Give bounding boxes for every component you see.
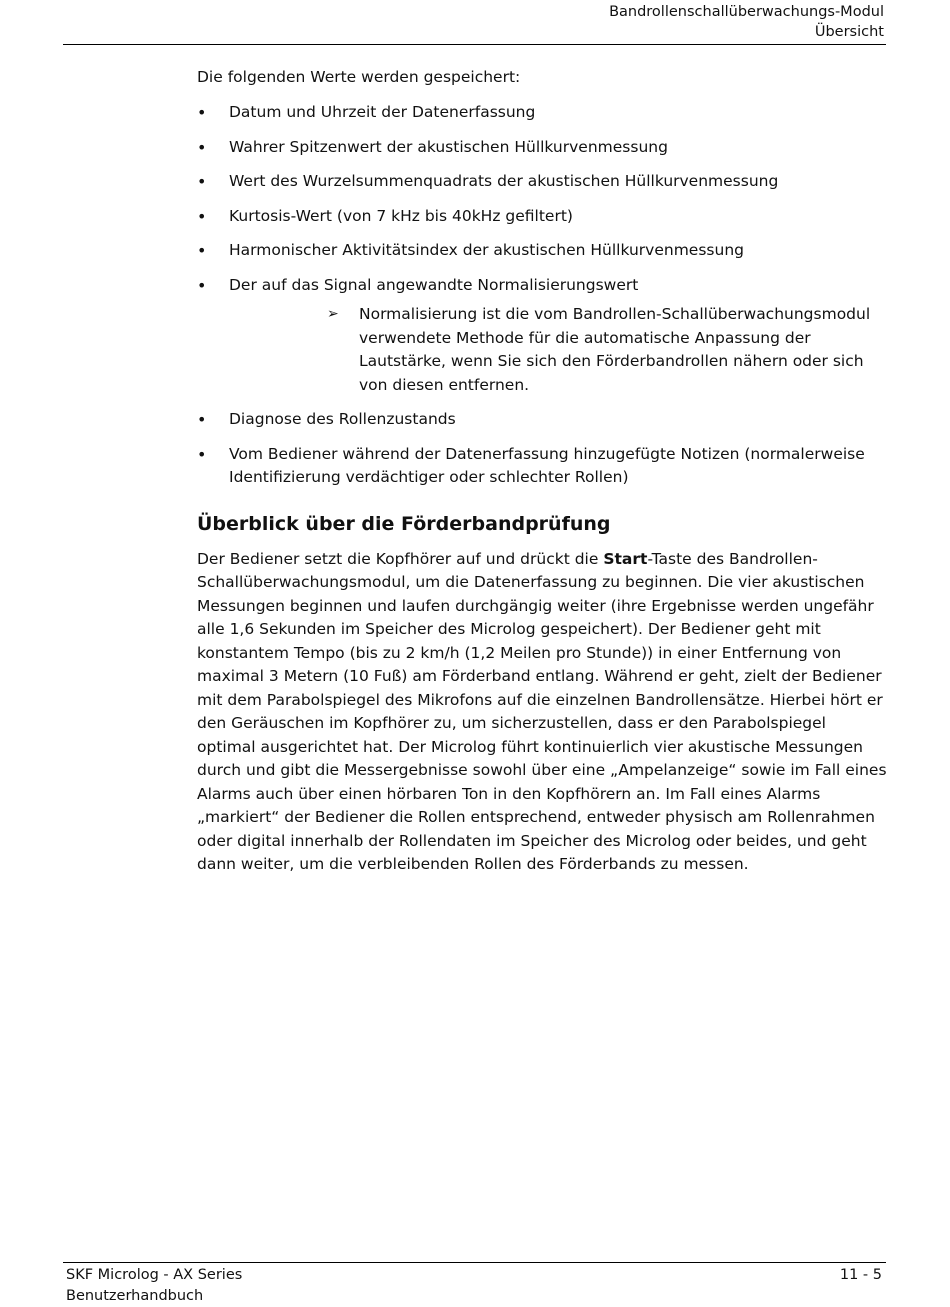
list-item: • Vom Bediener während der Datenerfassung hinzugefügte Notizen (normalerweise Identifizierung verdächtiger oder schlechter Rollen) xyxy=(197,444,865,486)
header-section-title: Übersicht xyxy=(814,24,884,40)
bullet-icon: • xyxy=(197,172,207,191)
body-paragraph: Der Bediener setzt die Kopfhörer auf und drückt die Start-Taste des Bandrollen-Schallüberwachungsmodul, um die Datenerfassung zu beginnen. Die vier akustischen Messungen beginnen und laufen durchgängig weiter (ihre Ergebnisse werden ungefähr alle 1,6 Sekunden im Speicher des Microlog gespeichert). Der Bediener geht mit konstantem Tempo (bis zu 2 km/h (1,2 Meilen pro Stunde)) in einer Entfernung von maximal 3 Metern (10 Fuß) am Förderband entlang. Während er geht, zielt der Bediener mit dem Parabolspiegel des Mikrofons auf die einzelnen Bandrollensätze. Hierbei hört er den Geräuschen im Kopfhörer zu, um sicherzustellen, dass er den Parabolspiegel optimal ausgerichtet hat. Der Microlog führt kontinuierlich vier akustische Messungen durch und gibt die Messergebnisse sowohl über eine „Ampelanzeige“ sowie im Fall eines Alarms auch über einen hörbaren Ton in den Kopfhörern an. Im Fall eines Alarms „markiert“ der Bediener die Rollen entsprechend, entweder physisch am Rollenrahmen oder digital innerhalb der Rollendaten im Speicher des Microlog oder beides, und geht dann weiter, um die verbleibenden Rollen des Förderbands zu messen. xyxy=(197,549,887,873)
page-number: 11 - 5 xyxy=(839,1267,882,1283)
list-item: • Wert des Wurzelsummenquadrats der akustischen Hüllkurvenmessung xyxy=(197,170,887,194)
bullet-icon: • xyxy=(197,137,207,157)
section-heading: Überblick über die Förderbandprüfung xyxy=(197,512,611,535)
sub-list-item: ➢ Normalisierung ist die vom Bandrollen-Schallüberwachungsmodul verwendete Methode für die automatische Anpassung der Lautstärke, wenn Sie sich den Förderbandrollen nähern oder sich von diesen entfernen. xyxy=(327,305,871,394)
arrowhead-bullet-icon: ➢ xyxy=(327,306,339,322)
bullet-icon: • xyxy=(197,410,207,429)
intro-text: Die folgenden Werte werden gespeichert: xyxy=(197,68,521,86)
list-item: • Der auf das Signal angewandte Normalisierungswert ➢ Normalisierung ist die vom Bandrollen-Schallüberwachungsmodul verwendete Methode für die automatische Anpassung der Lautstärke, wenn Sie sich den Förderbandrollen nähern oder sich von diesen entfernen. xyxy=(197,274,887,398)
page-header xyxy=(63,2,886,45)
bullet-icon: • xyxy=(197,103,207,122)
list-item: • Datum und Uhrzeit der Datenerfassung xyxy=(197,101,887,125)
stored-values-list xyxy=(197,101,887,490)
footer-left xyxy=(66,1265,242,1307)
footer-product-name: SKF Microlog - AX Series xyxy=(66,1267,243,1283)
page-footer xyxy=(63,1262,886,1304)
bullet-icon: • xyxy=(197,241,207,260)
header-module-title: Bandrollenschallüberwachungs-Modul xyxy=(609,4,884,20)
start-key-label: Start xyxy=(603,549,648,568)
list-item: • Kurtosis-Wert (von 7 kHz bis 40kHz gefiltert) xyxy=(197,205,887,229)
bullet-icon: • xyxy=(197,206,207,226)
bullet-icon: • xyxy=(197,444,207,464)
main-content xyxy=(197,66,887,877)
list-item: • Wahrer Spitzenwert der akustischen Hüllkurvenmessung xyxy=(197,136,887,160)
list-item: • Harmonischer Aktivitätsindex der akustischen Hüllkurvenmessung xyxy=(197,239,887,263)
bullet-icon: • xyxy=(197,275,207,295)
list-item: • Diagnose des Rollenzustands xyxy=(197,408,887,432)
footer-document-name: Benutzerhandbuch xyxy=(66,1288,204,1304)
